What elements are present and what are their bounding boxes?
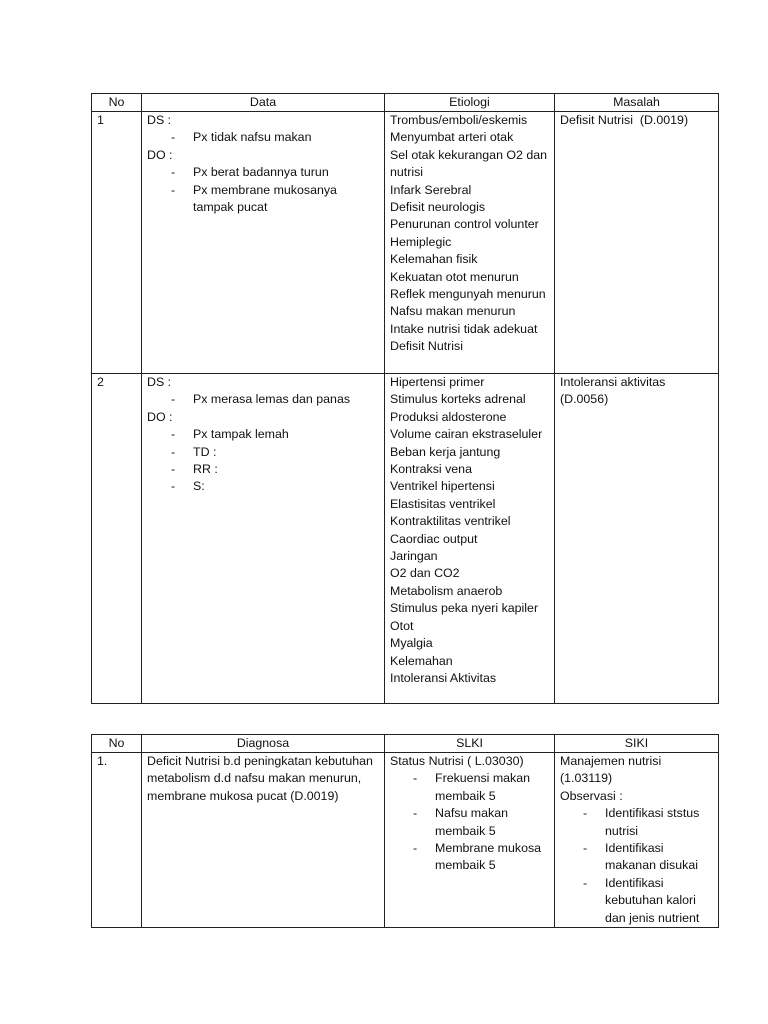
list-item: - Px berat badannya turun bbox=[147, 164, 379, 181]
dash-bullet: - bbox=[171, 165, 176, 180]
list-item: - Px merasa lemas dan panas bbox=[147, 391, 379, 408]
etiologi-line: Otot bbox=[390, 618, 414, 633]
etiologi-line: Defisit neurologis bbox=[390, 200, 486, 215]
dash-bullet: - bbox=[171, 479, 176, 494]
etiologi-line: Intoleransi Aktivitas bbox=[390, 670, 497, 685]
list-item: - RR : bbox=[147, 461, 379, 478]
etiologi-line: Kontraktilitas ventrikel bbox=[390, 514, 511, 529]
dash-bullet: - bbox=[171, 427, 176, 442]
table-header-row bbox=[92, 735, 719, 753]
do-list bbox=[147, 164, 379, 216]
header-etiologi: Etiologi bbox=[385, 94, 555, 112]
dash-bullet: - bbox=[171, 392, 176, 407]
list-item: - Nafsu makan membaik 5 bbox=[413, 806, 509, 838]
etiologi-line: Jaringan bbox=[390, 549, 438, 564]
cell-siki bbox=[555, 753, 719, 928]
dash-bullet: - bbox=[171, 130, 176, 145]
do-list bbox=[147, 426, 379, 496]
siki-title: Manajemen nutrisi (1.03119) bbox=[560, 754, 665, 786]
header-slki: SLKI bbox=[385, 735, 555, 753]
siki-list bbox=[560, 805, 713, 927]
cell-no: 2 bbox=[92, 374, 142, 704]
etiologi-line: Penurunan control volunter bbox=[390, 217, 539, 232]
list-item: - Px tampak lemah bbox=[147, 426, 379, 443]
etiologi-line: Beban kerja jantung bbox=[390, 444, 501, 459]
etiologi-line: Reflek mengunyah menurun bbox=[390, 287, 546, 302]
etiologi-line: Trombus/emboli/eskemis bbox=[390, 113, 528, 127]
dash-bullet: - bbox=[583, 806, 588, 821]
cell-no: 1. bbox=[92, 753, 142, 928]
cell-diagnosa: Deficit Nutrisi b.d peningkatan kebutuhan metabolism d.d nafsu makan menurun, membrane mukosa pucat (D.0019) bbox=[142, 753, 385, 928]
cell-etiologi bbox=[385, 374, 555, 704]
list-item: - Px tidak nafsu makan bbox=[147, 129, 379, 146]
do-label: DO : bbox=[147, 409, 173, 424]
table-row bbox=[92, 112, 719, 374]
etiologi-line: Kontraksi vena bbox=[390, 462, 472, 477]
list-item: - Frekuensi makan membaik 5 bbox=[413, 771, 531, 803]
dash-bullet: - bbox=[413, 806, 418, 821]
etiologi-line: Sel otak kekurangan O2 dan nutrisi bbox=[390, 147, 551, 180]
etiologi-line: Myalgia bbox=[390, 636, 433, 651]
etiologi-line: O2 dan CO2 bbox=[390, 566, 460, 581]
list-item: - Identifikasi ststus nutrisi bbox=[583, 806, 700, 838]
dash-bullet: - bbox=[583, 875, 588, 890]
etiologi-line: Menyumbat arteri otak bbox=[390, 130, 514, 145]
slki-title: Status Nutrisi ( L.03030) bbox=[390, 754, 524, 768]
header-no: No bbox=[92, 735, 142, 753]
cell-no: 1 bbox=[92, 112, 142, 374]
etiologi-line: Elastisitas ventrikel bbox=[390, 496, 496, 511]
list-item: - TD : bbox=[147, 444, 379, 461]
header-siki: SIKI bbox=[555, 735, 719, 753]
list-item: - Membrane mukosa membaik 5 bbox=[413, 841, 542, 873]
dash-bullet: - bbox=[171, 182, 176, 197]
ds-list bbox=[147, 129, 379, 146]
etiologi-line: Kekuatan otot menurun bbox=[390, 269, 519, 284]
table-row bbox=[92, 753, 719, 928]
siki-subtitle: Observasi : bbox=[560, 788, 623, 803]
cell-etiologi bbox=[385, 112, 555, 374]
dash-bullet: - bbox=[171, 444, 176, 459]
etiologi-line: Kelemahan bbox=[390, 653, 453, 668]
cell-slki bbox=[385, 753, 555, 928]
etiologi-line: Intake nutrisi tidak adekuat bbox=[390, 321, 538, 336]
dash-bullet: - bbox=[171, 462, 176, 477]
etiologi-line: Defisit Nutrisi bbox=[390, 339, 463, 354]
etiologi-line: Hipertensi primer bbox=[390, 375, 485, 389]
slki-list bbox=[390, 770, 549, 874]
list-item: - Identifikasi kebutuhan kalori dan jenis nutrient bbox=[583, 875, 700, 925]
dash-bullet: - bbox=[583, 841, 588, 856]
etiologi-line: Caordiac output bbox=[390, 531, 478, 546]
etiologi-line: Nafsu makan menurun bbox=[390, 304, 516, 319]
header-no: No bbox=[92, 94, 142, 112]
ds-label: DS : bbox=[147, 113, 172, 127]
table-row bbox=[92, 374, 719, 704]
etiologi-line: Volume cairan ekstraseluler bbox=[390, 427, 543, 442]
etiologi-line: Stimulus peka nyeri kapiler bbox=[390, 601, 539, 616]
do-label: DO : bbox=[147, 147, 173, 162]
etiologi-line: Metabolism anaerob bbox=[390, 583, 503, 598]
list-item: - Px membrane mukosanya tampak pucat bbox=[171, 182, 337, 215]
header-diagnosa: Diagnosa bbox=[142, 735, 385, 753]
etiologi-line: Stimulus korteks adrenal bbox=[390, 392, 526, 407]
cell-masalah: Intoleransi aktivitas (D.0056) bbox=[555, 374, 719, 704]
dash-bullet: - bbox=[413, 841, 418, 856]
cell-data bbox=[142, 374, 385, 704]
cell-data bbox=[142, 112, 385, 374]
dash-bullet: - bbox=[413, 771, 418, 786]
etiologi-line: Kelemahan fisik bbox=[390, 252, 478, 267]
assessment-table bbox=[91, 93, 719, 704]
cell-masalah: Defisit Nutrisi (D.0019) bbox=[555, 112, 719, 374]
etiologi-line: Infark Serebral bbox=[390, 182, 472, 197]
ds-list bbox=[147, 391, 379, 408]
table-header-row bbox=[92, 94, 719, 112]
header-masalah: Masalah bbox=[555, 94, 719, 112]
etiologi-line: Hemiplegic bbox=[390, 234, 452, 249]
intervention-table bbox=[91, 734, 719, 928]
header-data: Data bbox=[142, 94, 385, 112]
list-item: - S: bbox=[147, 478, 379, 495]
list-item: - Identifikasi makanan disukai bbox=[583, 841, 698, 873]
ds-label: DS : bbox=[147, 375, 172, 389]
etiologi-line: Ventrikel hipertensi bbox=[390, 479, 495, 494]
etiologi-line: Produksi aldosterone bbox=[390, 409, 507, 424]
